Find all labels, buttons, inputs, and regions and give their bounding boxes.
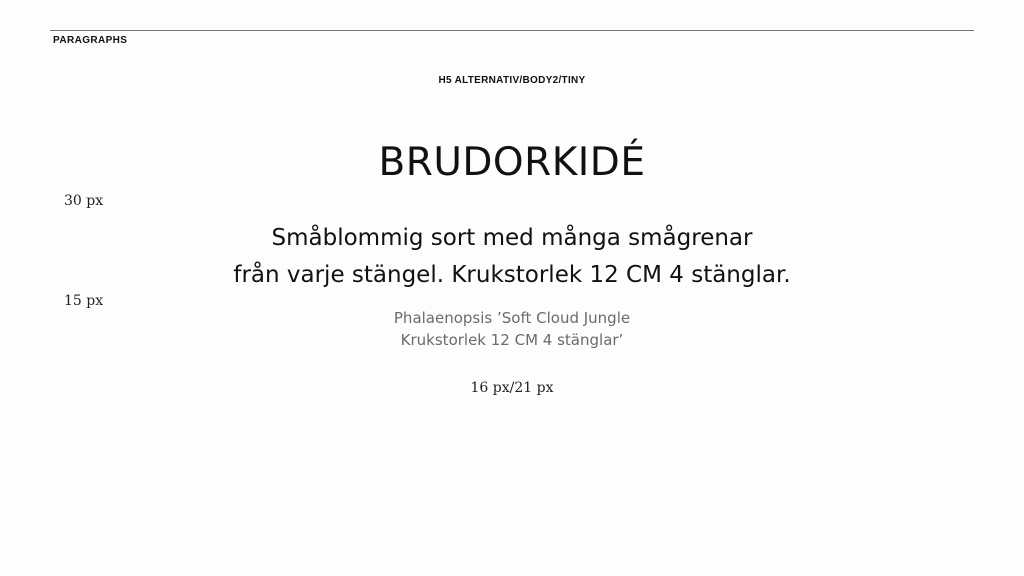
body-line-2: från varje stängel. Krukstorlek 12 CM 4 stänglar. <box>233 262 791 288</box>
top-divider <box>50 30 974 31</box>
caption-sample <box>0 307 1024 351</box>
heading-sample: BRUDORKIDÉ <box>378 140 646 185</box>
caption-line-1: Phalaenopsis ’Soft Cloud Jungle <box>393 309 631 327</box>
tiny-size-spec: 16 px/21 px <box>470 380 554 396</box>
style-name-label: H5 ALTERNATIV/BODY2/TINY <box>438 75 586 86</box>
body-sample <box>0 220 1024 294</box>
body-size-spec: 30 px <box>64 193 104 209</box>
caption-size-spec: 15 px <box>64 293 104 309</box>
body-line-1: Småblommig sort med många smågrenar <box>271 225 753 251</box>
section-label: PARAGRAPHS <box>53 35 128 46</box>
caption-line-2: Krukstorlek 12 CM 4 stänglar’ <box>400 331 624 349</box>
